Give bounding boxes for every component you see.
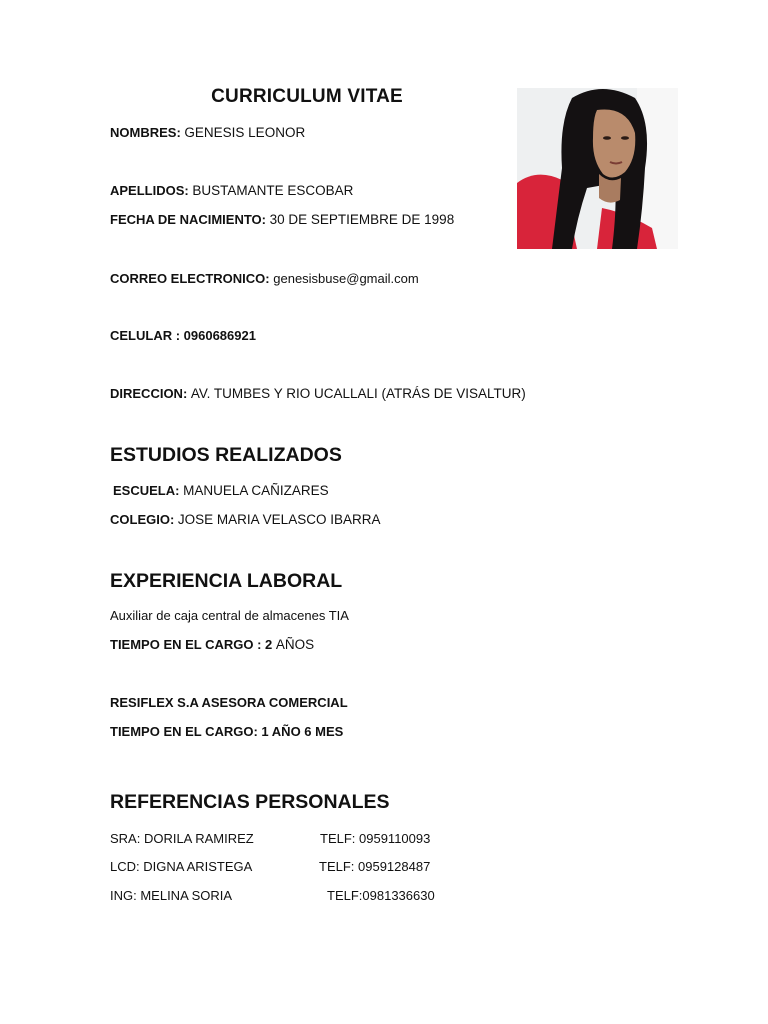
celular-line (110, 328, 256, 343)
job1-text: Auxiliar de caja central de almacenes TIA (110, 608, 349, 623)
colegio-line (110, 512, 380, 527)
apellidos-value: BUSTAMANTE ESCOBAR (192, 183, 354, 198)
reference-phone: TELF: 0959128487 (319, 859, 431, 874)
job1-time-line (110, 637, 314, 652)
profile-photo-image (517, 88, 678, 249)
experiencia-heading: EXPERIENCIA LABORAL (110, 570, 343, 592)
job2-time-line (110, 724, 343, 739)
job2-text: RESIFLEX S.A ASESORA COMERCIAL (110, 695, 348, 710)
reference-phone: TELF:0981336630 (327, 888, 435, 903)
job1-title (110, 608, 349, 623)
correo-label: CORREO ELECTRONICO: (110, 271, 270, 286)
colegio-value: JOSE MARIA VELASCO IBARRA (177, 512, 381, 527)
referencias-heading: REFERENCIAS PERSONALES (110, 791, 390, 813)
reference-name: SRA: DORILA RAMIREZ (110, 831, 254, 846)
apellidos-label: APELLIDOS: (110, 183, 189, 198)
job2-time-text: TIEMPO EN EL CARGO: 1 AÑO 6 MES (110, 724, 344, 739)
nombres-label: NOMBRES: (110, 125, 181, 140)
nombres-value: GENESIS LEONOR (184, 125, 306, 140)
job1-time-label: TIEMPO EN EL CARGO : 2 (110, 637, 273, 652)
document-title: CURRICULUM VITAE (211, 86, 403, 107)
colegio-label: COLEGIO: (110, 512, 175, 527)
escuela-label: ESCUELA: (113, 483, 180, 498)
apellidos-line (110, 183, 353, 198)
reference-name: ING: MELINA SORIA (110, 888, 233, 903)
reference-item (110, 859, 431, 874)
direccion-label: DIRECCION: (110, 386, 188, 401)
fecha-nacimiento-line (110, 212, 454, 227)
reference-name: LCD: DIGNA ARISTEGA (110, 859, 253, 874)
celular-label: CELULAR : 0960686921 (110, 328, 256, 343)
fecha-nacimiento-value: 30 DE SEPTIEMBRE DE 1998 (269, 212, 455, 227)
reference-item (110, 831, 431, 846)
reference-phone: TELF: 0959110093 (320, 831, 431, 846)
escuela-value: MANUELA CAÑIZARES (183, 483, 329, 498)
correo-value: genesisbuse@gmail.com (273, 271, 419, 286)
estudios-heading: ESTUDIOS REALIZADOS (110, 444, 342, 466)
profile-photo (517, 88, 678, 249)
escuela-line (113, 483, 329, 498)
direccion-value: AV. TUMBES Y RIO UCALLALI (ATRÁS DE VISALTUR) (190, 386, 526, 401)
direccion-line (110, 386, 526, 401)
correo-line (110, 271, 419, 286)
job2-title (110, 695, 348, 710)
fecha-nacimiento-label: FECHA DE NACIMIENTO: (110, 212, 266, 227)
reference-item (110, 888, 435, 903)
nombres-line (110, 125, 305, 140)
job1-time-value: AÑOS (275, 637, 315, 652)
